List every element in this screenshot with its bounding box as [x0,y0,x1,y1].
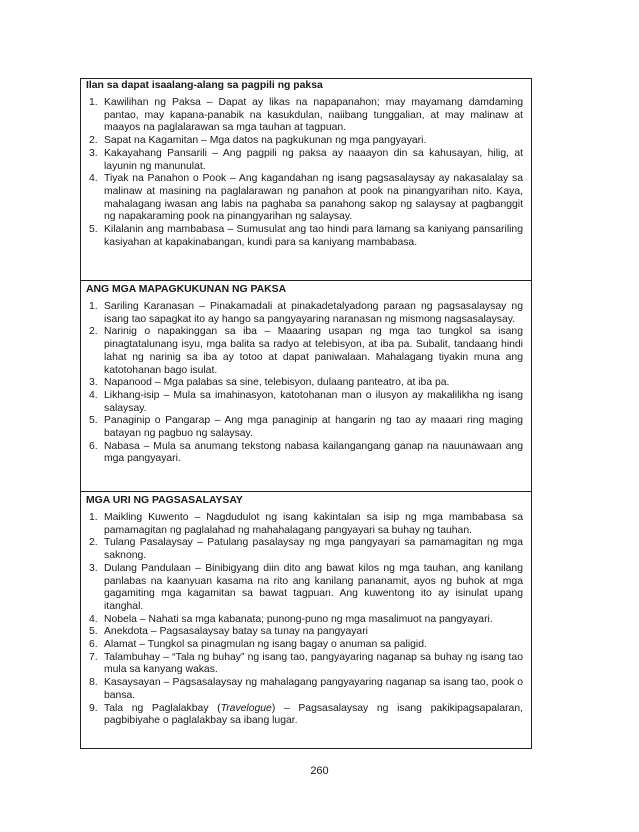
uri-list [89,512,523,728]
item-number: 1. [89,301,98,312]
item-text: Tulang Pasalaysay – Patulang pasalaysay ng mga pangyayari sa pamamagitan ng mga saknong. [104,537,523,562]
section-body-pagpili [81,92,531,280]
item-number: 1. [89,97,98,108]
item-number: 1. [89,512,98,523]
item-text: Kawilihan ng Paksa – Dapat ay likas na napapanahon; may mayamang damdaming pantao, may kapana-panabik na kasukdulan, naiibang tunggalian, at may malinaw at maayos na paglalarawan sa mga tauhan at tagpuan. [104,97,523,134]
list-item [89,626,523,639]
item-number: 2. [89,537,98,549]
content-box [80,78,532,749]
list-item [89,563,523,614]
item-text: Panaginip o Pangarap – Ang mga panaginip at hangarin ng tao ay maaari ring maging batayan ng pagbuo ng salaysay. [104,415,523,440]
list-item [89,224,523,249]
item-number: 8. [89,677,98,689]
list-item [89,135,523,148]
page-number: 260 [310,765,329,777]
list-item [89,390,523,415]
item-text: Nabasa – Mula sa anumang tekstong nabasa kailangangang ganap na nauunawaan ang mga pangyayari. [104,440,523,465]
list-item [89,97,523,135]
item-number: 4. [89,613,98,625]
item-text: Kakayahang Pansarili – Ang pagpili ng paksa ay naaayon din sa kahusayan, hilig, at layunin ng manunulat. [104,147,523,172]
list-item [89,677,523,702]
item-text: Napanood – Mga palabas sa sine, telebisyon, dulaang panteatro, at iba pa. [104,377,450,389]
list-item [89,148,523,173]
item-text: Alamat – Tungkol sa pinagmulan ng isang bagay o anuman sa paligid. [104,639,427,651]
item-number: 2. [89,135,98,147]
item-text: Sapat na Kagamitan – Mga datos na pagkukunan ng mga pangyayari. [104,135,427,147]
item-text: Talambuhay – “Tala ng buhay” ng isang tao, pangyayaring naganap sa buhay ng isang tao mula sa kanyang wakas. [104,651,523,676]
item-text: Tiyak na Panahon o Pook – Ang kagandahan ng isang pagsasalaysay ay nakasalalay sa malinaw at masining na paglalarawan ng panahon at pook na pinangyarihan nito. Kaya, mahalagang iwasan ang labis na paghaba sa panahong sakop ng salaysay at pagbanggit ng napakaraming pook na pinangyarihan ng salaysay. [104,173,523,223]
item-text: Dulang Pandulaan – Binibigyang diin dito ang bawat kilos ng mga tauhan, ang kanilang panlabas na kaanyuan kasama na rito ang kanilang pananamit, ayos ng buhok at mga gagamiting mga kagamitan sa bawat tagpuan. Ang kuwentong ito ay isinulat upang itanghal. [104,562,523,612]
item-number: 3. [89,147,98,159]
item-text: Sariling Karanasan – Pinakamadali at pinakadetalyadong paraan ng pagsasalaysay ng isang tao sapagkat ito ay hango sa pangyayaring naranasan ng mismong nagsasalaysay. [104,301,523,325]
pagpili-list [89,97,523,249]
section-body-mapagkukunan [81,296,531,491]
item-number: 6. [89,440,98,452]
list-item [89,301,523,326]
list-item [89,173,523,224]
list-item [89,441,523,466]
list-item [89,326,523,377]
item-text: Kilalanin ang mambabasa – Sumusulat ang tao hindi para lamang sa kaniyang pansariling kasiyahan at kapakinabangan, kundi para sa kaniyang mambabasa. [104,224,523,248]
item-number: 5. [89,224,98,236]
list-item [89,537,523,562]
item-text: Nobela – Nahati sa mga kabanata; punong-puno ng mga masalimuot na pangyayari. [104,613,493,625]
section-heading-pagpili: Ilan sa dapat isaalang-alang sa pagpili ng paksa [86,80,323,91]
list-item [89,614,523,627]
item-number: 6. [89,639,98,651]
list-item [89,652,523,677]
item-text: Maikling Kuwento – Nagdudulot ng isang kakintalan sa isip ng mga mambabasa sa pamamagitan ng paglalahad ng mahahalagang pangyayari sa buhay ng tauhan. [104,512,523,536]
item-number: 2. [89,326,98,338]
item-text: Tala ng Paglalakbay (Travelogue) – Pagsasalaysay ng isang pakikipagsapalaran, pagbibiyahe o paglalakbay sa ibang lugar. [104,702,523,727]
list-item [89,377,523,390]
list-item [89,415,523,440]
item-text: Anekdota – Pagsasalaysay batay sa tunay na pangyayari [104,626,368,638]
item-text: Likhang-isip – Mula sa imahinasyon, katotohanan man o ilusyon ay makalilikha ng isang salaysay. [104,389,523,414]
item-text: Kasaysayan – Pagsasalaysay ng mahalagang pangyayaring naganap sa isang tao, pook o bansa. [104,677,523,701]
list-item [89,703,523,728]
item-number: 5. [89,415,98,427]
list-item [89,512,523,537]
item-number: 3. [89,562,98,574]
list-item [89,639,523,652]
item-number: 3. [89,377,98,389]
item-number: 4. [89,389,98,401]
item-text: Narinig o napakinggan sa iba – Maaaring usapan ng mga tao tungkol sa isang pinagtatalunang isyu, mga balita sa radyo at telebisyon, at iba pa. Subalit, tandaang hindi lahat ng narinig sa iba ay totoo at dapat paniwalaan. Mahalagang tiyakin muna ang katotohanan bago isulat. [104,326,523,376]
section-body-uri [81,507,531,728]
section-heading-uri: MGA URI NG PAGSASALAYSAY [86,495,243,506]
item-number: 5. [89,626,98,638]
item-number: 4. [89,173,98,185]
mapagkukunan-list [89,301,523,466]
item-number: 9. [89,702,98,714]
item-number: 7. [89,651,98,663]
section-heading-mapagkukunan: ANG MGA MAPAGKUKUNAN NG PAKSA [86,284,287,295]
